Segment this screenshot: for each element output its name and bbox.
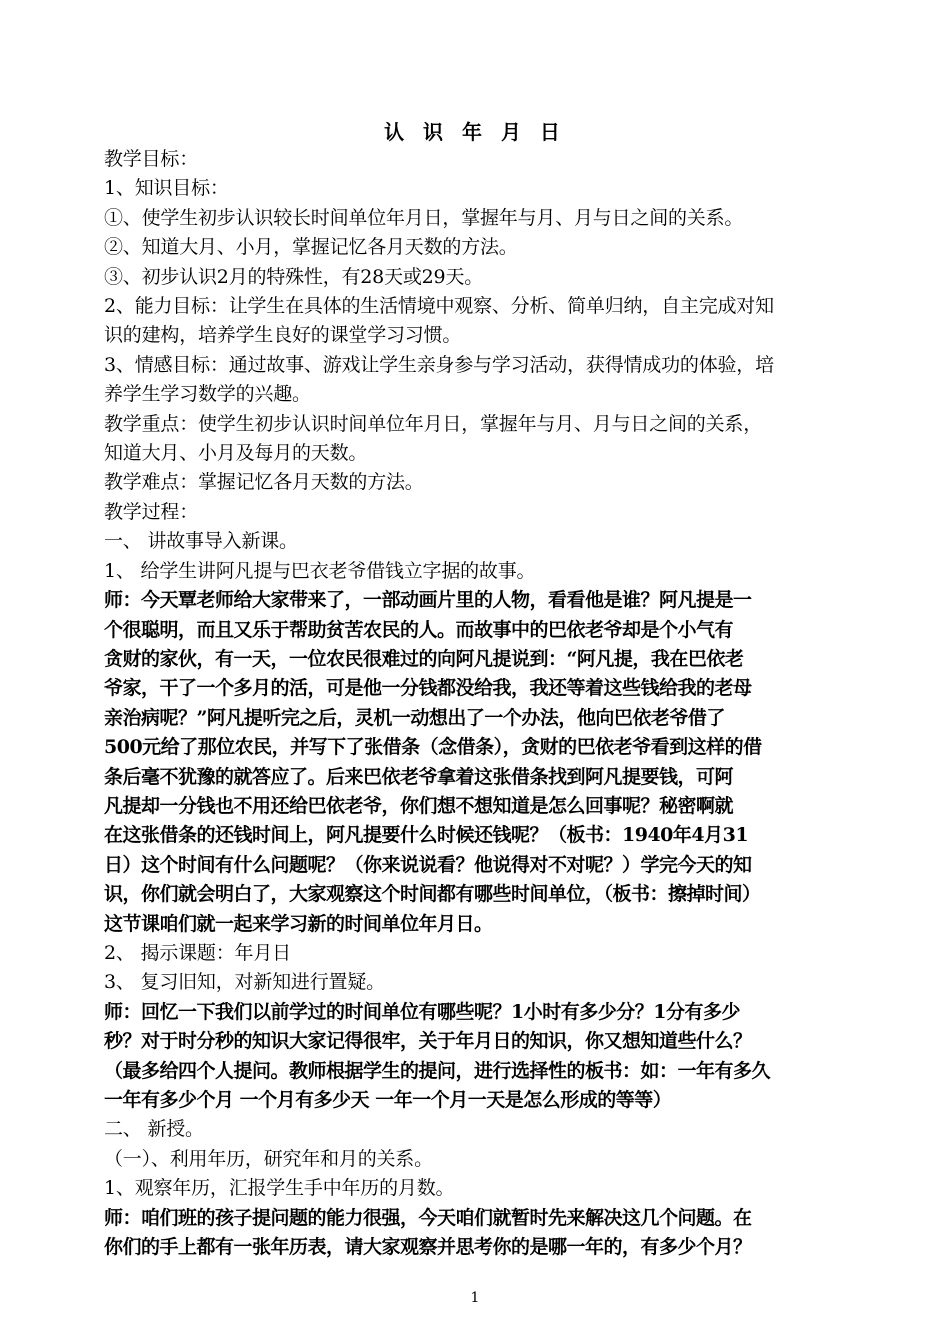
text-line: 知道大月、小月及每月的天数。 — [104, 442, 368, 465]
dialogue-line: 识，你们就会明白了，大家观察这个时间都有哪些时间单位，（板书：擦掉时间） — [104, 883, 761, 906]
dialogue-line: 条后毫不犹豫的就答应了。后来巴依老爷拿着这张借条找到阿凡提要钱，可阿 — [104, 765, 734, 788]
dialogue-line: 爷家，干了一个多月的活，可是他一分钱都没给我，我还等着这些钱给我的老母 — [104, 677, 752, 700]
dialogue-line: 贪财的家伙，有一天，一位农民很难过的向阿凡提说到：“阿凡提，我在巴依老 — [104, 647, 744, 670]
dialogue-line: 秒？对于时分秒的知识大家记得很牢，关于年月日的知识，你又想知道些什么？ — [104, 1030, 752, 1053]
text-line: 教学目标： — [104, 148, 199, 170]
text-line: 一、 讲故事导入新课。 — [104, 530, 298, 553]
text-line: 教学过程： — [104, 500, 199, 523]
text-line: 2、能力目标：让学生在具体的生活情境中观察、分析、简单归纳，自主完成对知 — [104, 295, 774, 318]
dialogue-line: 在这张借条的还钱时间上，阿凡提要什么时候还钱呢？（板书：1940年4月31 — [104, 824, 749, 847]
dialogue-line: 一年有多少个月 一个月有多少天 一年一个月一天是怎么形成的等等） — [104, 1089, 672, 1111]
page-number: 1 — [470, 1290, 480, 1306]
dialogue-line: 日）这个时间有什么问题呢？（你来说说看？他说得对不对呢？）学完今天的知 — [104, 853, 752, 876]
text-line: 教学重点：使学生初步认识时间单位年月日，掌握年与月、月与日之间的关系， — [104, 412, 763, 435]
text-line: 3、情感目标：通过故事、游戏让学生亲身参与学习活动，获得情成功的体验，培 — [104, 353, 774, 376]
dialogue-line: 个很聪明，而且又乐于帮助贫苦农民的人。而故事中的巴依老爷却是个小气有 — [104, 618, 734, 641]
dialogue-line: 你们的手上都有一张年历表，请大家观察并思考你的是哪一年的，有多少个月？ — [104, 1236, 752, 1259]
text-line: ③、初步认识2月的特殊性，有28天或29天。 — [104, 265, 484, 288]
text-line: 养学生学习数学的兴趣。 — [104, 383, 311, 406]
dialogue-line: （最多给四个人提问。教师根据学生的提问，进行选择性的板书：如：一年有多久 — [104, 1059, 771, 1082]
dialogue-line: 师：咱们班的孩子提问题的能力很强，今天咱们就暂时先来解决这几个问题。在 — [104, 1206, 752, 1229]
dialogue-line: 这节课咱们就一起来学习新的时间单位年月日。 — [104, 912, 493, 935]
document-body — [104, 145, 852, 1262]
text-line: 教学难点：掌握记忆各月天数的方法。 — [104, 471, 424, 494]
dialogue-line: 师：回忆一下我们以前学过的时间单位有哪些呢？1小时有多少分？1分有多少 — [104, 1000, 740, 1023]
text-line: 1、知识目标： — [104, 177, 229, 200]
text-line: （一）、利用年历，研究年和月的关系。 — [104, 1147, 433, 1170]
dialogue-line: 师：今天覃老师给大家带来了，一部动画片里的人物，看看他是谁？阿凡提是一 — [104, 589, 752, 612]
text-line: ②、知道大月、小月，掌握记忆各月天数的方法。 — [104, 236, 518, 259]
dialogue-line: 亲治病呢？”阿凡提听完之后，灵机一动想出了一个办法，他向巴依老爷借了 — [104, 706, 725, 729]
text-line: 识的建构，培养学生良好的课堂学习习惯。 — [104, 324, 462, 347]
text-line: 2、 揭示课题：年月日 — [104, 941, 291, 964]
text-line: 1、观察年历，汇报学生手中年历的月数。 — [104, 1177, 455, 1200]
text-line: 二、 新授。 — [104, 1118, 204, 1141]
dialogue-line: 500元给了那位农民，并写下了张借条（念借条），贪财的巴依老爷看到这样的借 — [104, 736, 762, 759]
text-line: 3、 复习旧知，对新知进行置疑。 — [104, 971, 385, 994]
text-line: 1、 给学生讲阿凡提与巴衣老爷借钱立字据的故事。 — [104, 559, 536, 582]
text-line: ①、使学生初步认识较长时间单位年月日，掌握年与月、月与日之间的关系。 — [104, 206, 744, 229]
document-title: 认 识 年 月 日 — [384, 120, 566, 144]
dialogue-line: 凡提却一分钱也不用还给巴依老爷，你们想不想知道是怎么回事呢？秘密啊就 — [104, 794, 734, 817]
